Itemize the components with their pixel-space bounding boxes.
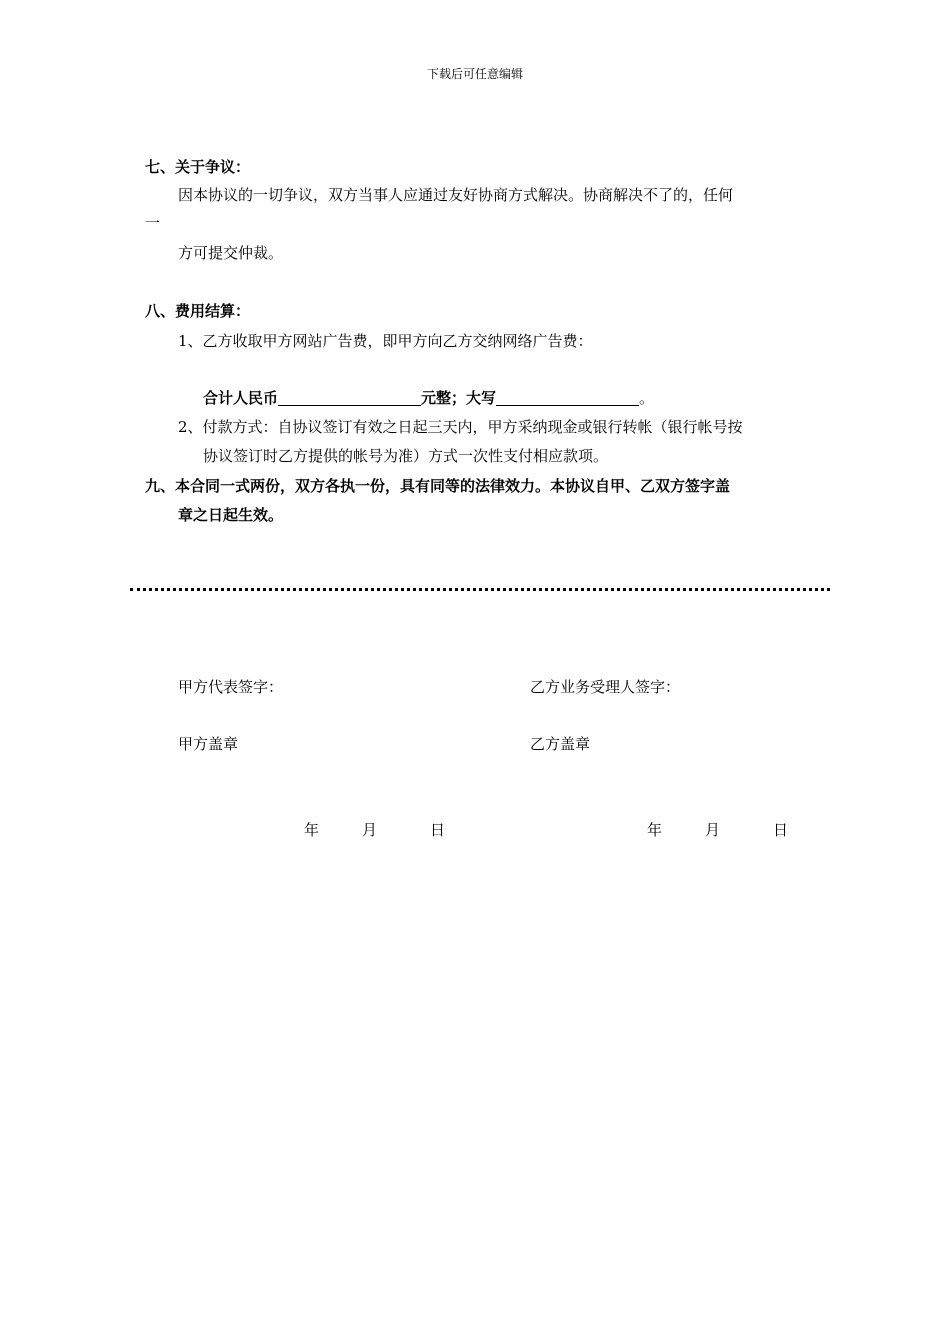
section8-item1: 1、乙方收取甲方网站广告费，即甲方向乙方交纳网络广告费： bbox=[178, 332, 593, 350]
section9-line1: 九、本合同一式两份，双方各执一份，具有同等的法律效力。本协议自甲、乙双方签字盖 bbox=[145, 477, 731, 495]
party-a-sign-label: 甲方代表签字： bbox=[178, 678, 284, 696]
section8-item2-line2: 协议签订时乙方提供的帐号为准）方式一次性支付相应款项。 bbox=[203, 447, 609, 465]
party-b-sign-label: 乙方业务受理人签字： bbox=[530, 678, 681, 696]
party-b-year: 年 bbox=[647, 821, 663, 839]
section8-item2-line1: 2、付款方式：自协议签订有效之日起三天内，甲方采纳现金或银行转帐（银行帐号按 bbox=[178, 418, 743, 436]
party-a-seal-label: 甲方盖章 bbox=[178, 735, 239, 753]
header-note: 下载后可任意编辑 bbox=[426, 67, 523, 81]
total-amount-line bbox=[203, 388, 654, 408]
section7-line1: 因本协议的一切争议，双方当事人应通过友好协商方式解决。协商解决不了的，任何 bbox=[178, 186, 734, 204]
total-end: 。 bbox=[639, 389, 655, 407]
party-b-seal-label: 乙方盖章 bbox=[530, 735, 591, 753]
section8-title: 八、费用结算： bbox=[145, 302, 251, 320]
party-a-month: 月 bbox=[362, 821, 378, 839]
amount-words-blank[interactable] bbox=[496, 389, 639, 406]
party-a-year: 年 bbox=[304, 821, 320, 839]
section7-line1-wrap: 一 bbox=[145, 214, 161, 232]
section7-title: 七、关于争议： bbox=[145, 158, 251, 176]
section9-line2: 章之日起生效。 bbox=[178, 506, 284, 524]
party-a-day: 日 bbox=[430, 821, 446, 839]
total-prefix: 合计人民币 bbox=[203, 389, 279, 407]
total-mid: 元整；大写 bbox=[421, 389, 497, 407]
party-b-day: 日 bbox=[773, 821, 789, 839]
amount-figure-blank[interactable] bbox=[278, 389, 421, 406]
section7-line2: 方可提交仲裁。 bbox=[178, 244, 284, 262]
party-b-month: 月 bbox=[705, 821, 721, 839]
dotted-divider bbox=[130, 588, 830, 591]
